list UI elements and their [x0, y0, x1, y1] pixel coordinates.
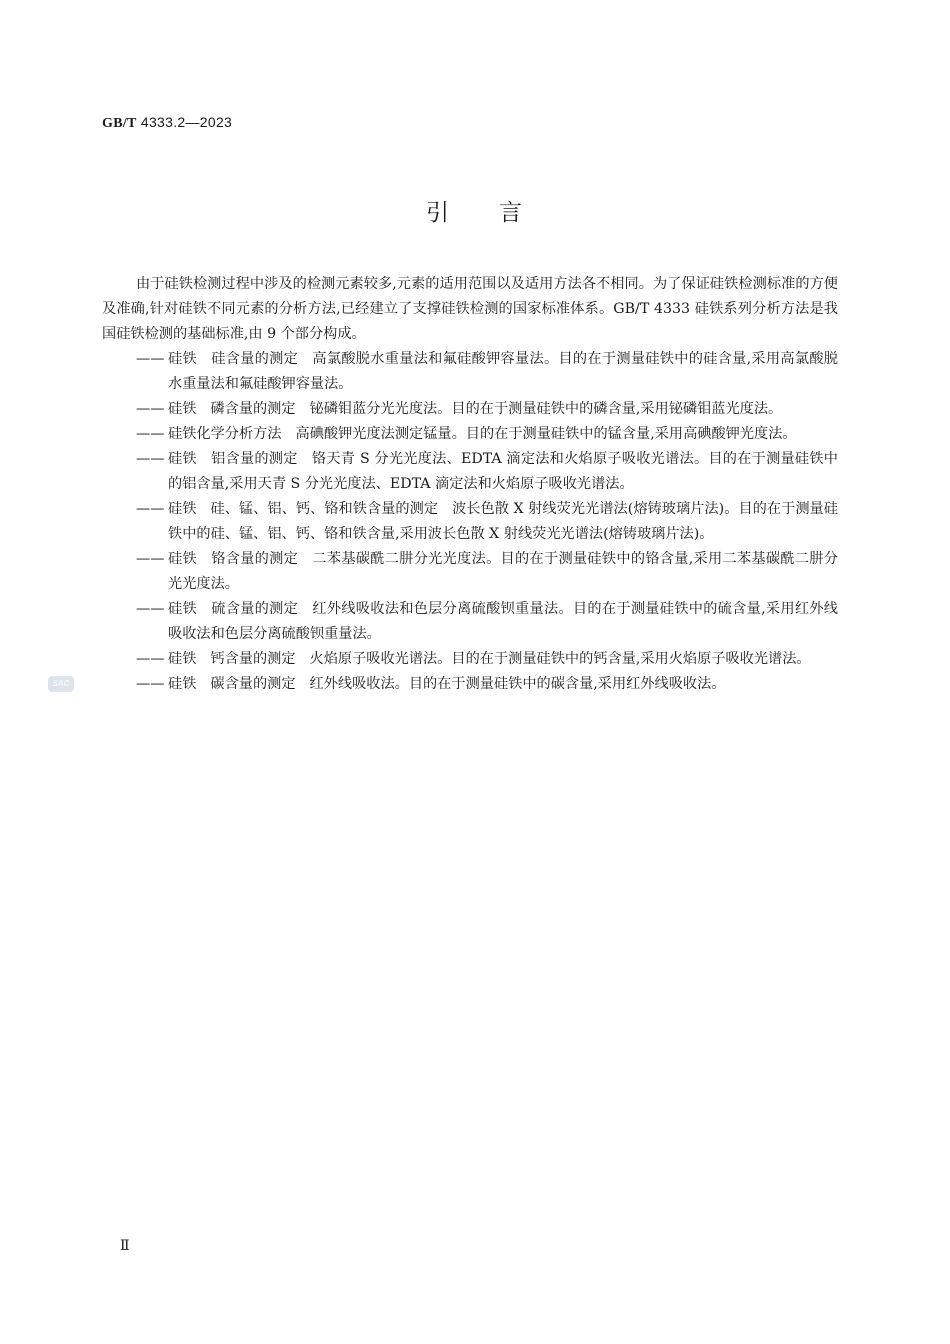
part-list-item — [136, 397, 838, 422]
part-topic: 碳含量的测定 — [210, 676, 296, 692]
part-description — [168, 497, 838, 547]
part-method: 铬天青 S 分光光度法、EDTA 滴定法和火焰原子吸收光谱法。目的在于测量硅铁中的铝含量,采用天青 S 分光光度法、EDTA 滴定法和火焰原子吸收光谱法。 — [168, 451, 838, 492]
part-topic: 硅含量的测定 — [210, 351, 299, 367]
part-subject: 硅铁 — [168, 451, 197, 467]
part-list-item — [136, 547, 838, 597]
part-list-item — [136, 647, 838, 672]
part-list-item — [136, 347, 838, 397]
page-title — [0, 194, 950, 227]
introduction-body — [102, 272, 838, 697]
standard-code — [102, 114, 232, 132]
part-list — [102, 347, 838, 697]
list-dash: —— — [136, 351, 165, 367]
part-description — [168, 422, 838, 447]
part-subject: 硅铁 — [168, 351, 197, 367]
part-list-item — [136, 597, 838, 647]
part-topic: 铬含量的测定 — [210, 551, 299, 567]
list-dash: —— — [136, 651, 165, 667]
part-subject: 硅铁 — [168, 401, 197, 417]
list-dash: —— — [136, 676, 165, 692]
part-description — [168, 447, 838, 497]
part-subject: 硅铁 — [168, 551, 197, 567]
part-description — [168, 347, 838, 397]
standard-number: 4333.2—2023 — [140, 114, 233, 130]
part-method: 二苯基碳酰二肼分光光度法。目的在于测量硅铁中的铬含量,采用二苯基碳酰二肼分光光度法。 — [168, 551, 838, 592]
part-subject: 硅铁 — [168, 601, 197, 617]
part-subject: 硅铁化学分析方法 — [168, 426, 282, 442]
part-method: 红外线吸收法和色层分离硫酸钡重量法。目的在于测量硅铁中的硫含量,采用红外线吸收法和色层分离硫酸钡重量法。 — [168, 601, 838, 642]
part-subject: 硅铁 — [168, 651, 197, 667]
part-method: 高碘酸钾光度法测定锰量。目的在于测量硅铁中的锰含量,采用高碘酸钾光度法。 — [295, 426, 797, 442]
list-dash: —— — [136, 501, 165, 517]
part-description — [168, 397, 838, 422]
part-method: 火焰原子吸收光谱法。目的在于测量硅铁中的钙含量,采用火焰原子吸收光谱法。 — [309, 651, 811, 667]
standard-prefix: GB/T — [102, 116, 137, 131]
list-dash: —— — [136, 426, 165, 442]
part-description — [168, 672, 838, 697]
list-dash: —— — [136, 601, 165, 617]
part-method: 高氯酸脱水重量法和氟硅酸钾容量法。目的在于测量硅铁中的硅含量,采用高氯酸脱水重量法和氟硅酸钾容量法。 — [168, 351, 838, 392]
intro-paragraph: 由于硅铁检测过程中涉及的检测元素较多,元素的适用范围以及适用方法各不相同。为了保证硅铁检测标准的方便及准确,针对硅铁不同元素的分析方法,已经建立了支撑硅铁检测的国家标准体系。GB/T 4333 硅铁系列分析方法是我国硅铁检测的基础标准,由 9 个部分构成。 — [102, 276, 838, 342]
title-char-1: 引 — [426, 200, 451, 226]
part-list-item — [136, 672, 838, 697]
part-description — [168, 547, 838, 597]
part-description — [168, 597, 838, 647]
part-subject: 硅铁 — [168, 676, 197, 692]
list-dash: —— — [136, 451, 165, 467]
sac-watermark-logo: SAC — [48, 676, 74, 692]
part-topic: 硅、锰、铝、钙、铬和铁含量的测定 — [210, 501, 439, 517]
part-method: 铋磷钼蓝分光光度法。目的在于测量硅铁中的磷含量,采用铋磷钼蓝光度法。 — [309, 401, 783, 417]
part-description — [168, 647, 838, 672]
part-list-item — [136, 497, 838, 547]
part-subject: 硅铁 — [168, 501, 197, 517]
part-list-item — [136, 422, 838, 447]
title-char-2: 言 — [499, 200, 524, 226]
part-topic: 钙含量的测定 — [210, 651, 296, 667]
part-method: 红外线吸收法。目的在于测量硅铁中的碳含量,采用红外线吸收法。 — [309, 676, 726, 692]
part-method: 波长色散 X 射线荧光光谱法(熔铸玻璃片法)。目的在于测量硅铁中的硅、锰、铝、钙、铬和铁含量,采用波长色散 X 射线荧光光谱法(熔铸玻璃片法)。 — [168, 501, 838, 542]
part-topic: 铝含量的测定 — [210, 451, 298, 467]
page-number: Ⅱ — [120, 1238, 130, 1254]
part-list-item — [136, 447, 838, 497]
list-dash: —— — [136, 551, 165, 567]
part-topic: 硫含量的测定 — [210, 601, 299, 617]
part-topic: 磷含量的测定 — [210, 401, 296, 417]
list-dash: —— — [136, 401, 165, 417]
